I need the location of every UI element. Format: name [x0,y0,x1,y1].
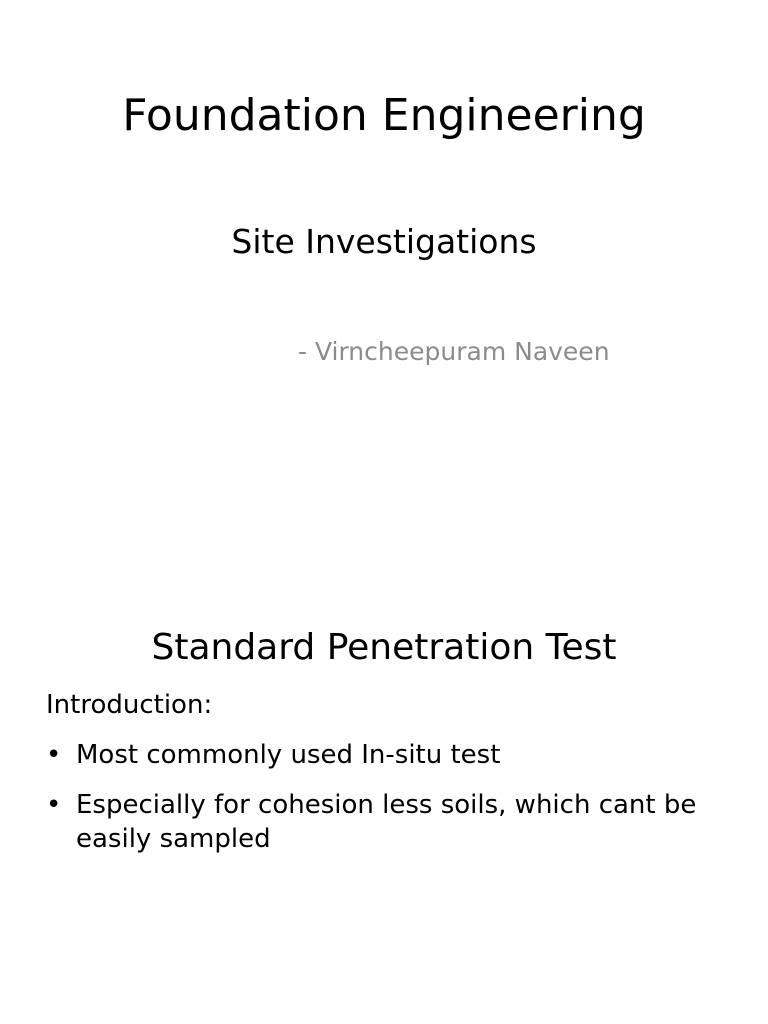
slide-1-subtitle: Site Investigations [231,222,537,261]
slide-2-intro: Introduction: [46,690,213,720]
bullet-list [46,738,706,872]
bullet-item [46,738,706,772]
bullet-text: Especially for cohesion less soils, which cant be easily sampled [76,790,697,854]
bullet-icon: • [46,790,62,820]
slide-1-author: - Virncheepuram Naveen [298,337,610,366]
slide-2-title: Standard Penetration Test [151,627,617,668]
bullet-text: Most commonly used In-situ test [76,740,501,770]
slide-2 [0,512,768,1024]
bullet-icon: • [46,740,62,770]
slide-1-title: Foundation Engineering [122,90,646,141]
bullet-item [46,788,706,856]
